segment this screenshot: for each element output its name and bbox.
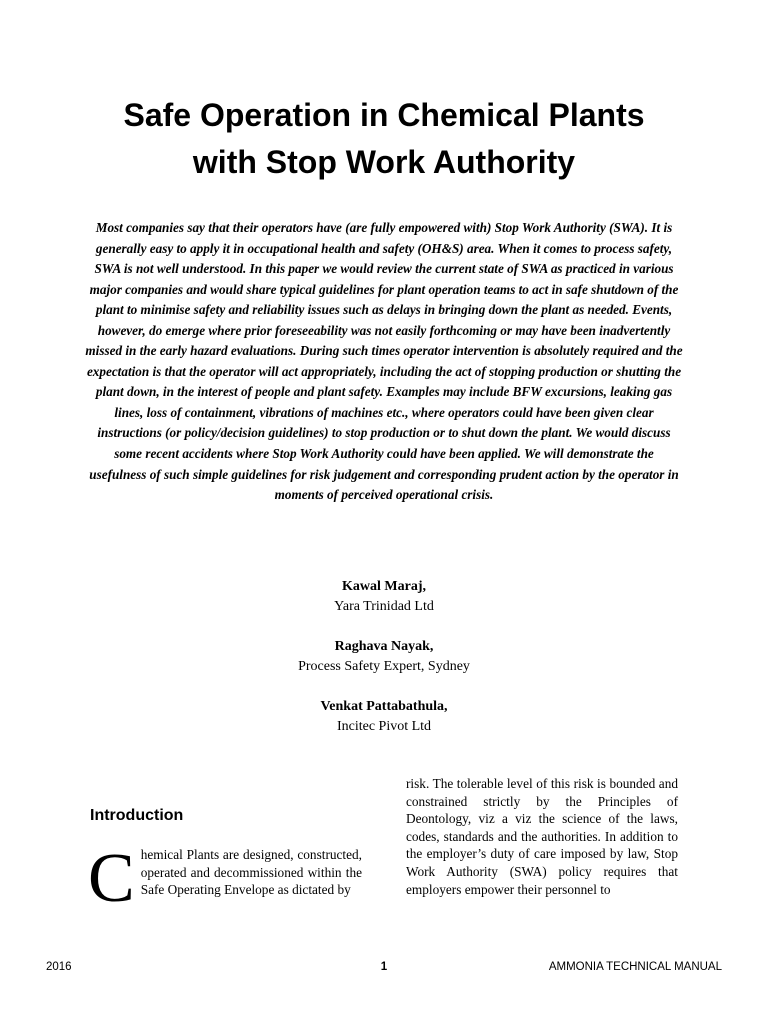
intro-text-right: risk. The tolerable level of this risk is bounded and constrained strictly by the Principles of Deontology, viz a viz the science of the laws, codes, standards and the authorities. In addition to the employer’s duty of care imposed by law, Stop Work Authority (SWA) policy requires that employers empower their personnel to xyxy=(406,776,678,897)
section-heading-introduction: Introduction xyxy=(90,807,184,824)
author-name: Venkat Pattabathula, xyxy=(320,699,448,714)
title-line-1: Safe Operation in Chemical Plants xyxy=(123,97,645,133)
paper-title xyxy=(40,92,728,186)
page-footer xyxy=(0,961,768,981)
author-affiliation: Incitec Pivot Ltd xyxy=(336,719,432,734)
right-column xyxy=(406,775,678,898)
author-name: Kawal Maraj, xyxy=(342,579,426,594)
author-block xyxy=(84,697,684,737)
left-column xyxy=(88,805,362,917)
title-line-2: with Stop Work Authority xyxy=(192,144,576,180)
intro-paragraph xyxy=(88,840,362,917)
author-name: Raghava Nayak, xyxy=(334,639,434,654)
abstract: Most companies say that their operators have (are fully empowered with) Stop Work Authority (SWA). It is generally easy to apply it in occupational health and safety (OH&S) area. When it comes to process safety, SWA is not well understood. In this paper we would review the current state of SWA as practiced in various major companies and would share typical guidelines for plant operation teams to act in safe shutdown of the plant to minimise safety and reliability issues such as delays in bringing down the plant as needed. Events, however, do emerge where prior foreseeability was not easily forthcoming or may have been inadvertently missed in the early hazard evaluations. During such times operator intervention is absolutely required and the expectation is that the operator will act appropriately, including the act of stopping production or shutting the plant down, in the interest of people and plant safety. Examples may include BFW excursions, leaking gas lines, loss of containment, vibrations of machines etc., where operators could have been given clear instructions (or policy/decision guidelines) to stop production or to shut down the plant. We would discuss some recent accidents where Stop Work Authority could have been applied. We will demonstrate the usefulness of such simple guidelines for risk judgement and corresponding prudent action by the operator in moments of perceived operational crisis. xyxy=(85,220,683,503)
author-block xyxy=(84,637,684,677)
intro-text-left: hemical Plants are designed, constructed, operated and decommissioned within the Safe Operating Envelope as dictated by xyxy=(140,847,362,898)
publication-name: AMMONIA TECHNICAL MANUAL xyxy=(548,961,722,973)
author-affiliation: Yara Trinidad Ltd xyxy=(334,599,434,614)
drop-cap: C xyxy=(88,840,135,917)
footer-year: 2016 xyxy=(46,961,72,973)
author-affiliation: Process Safety Expert, Sydney xyxy=(298,659,470,674)
author-list xyxy=(84,577,684,757)
author-block xyxy=(84,577,684,617)
page-number: 1 xyxy=(380,961,388,973)
